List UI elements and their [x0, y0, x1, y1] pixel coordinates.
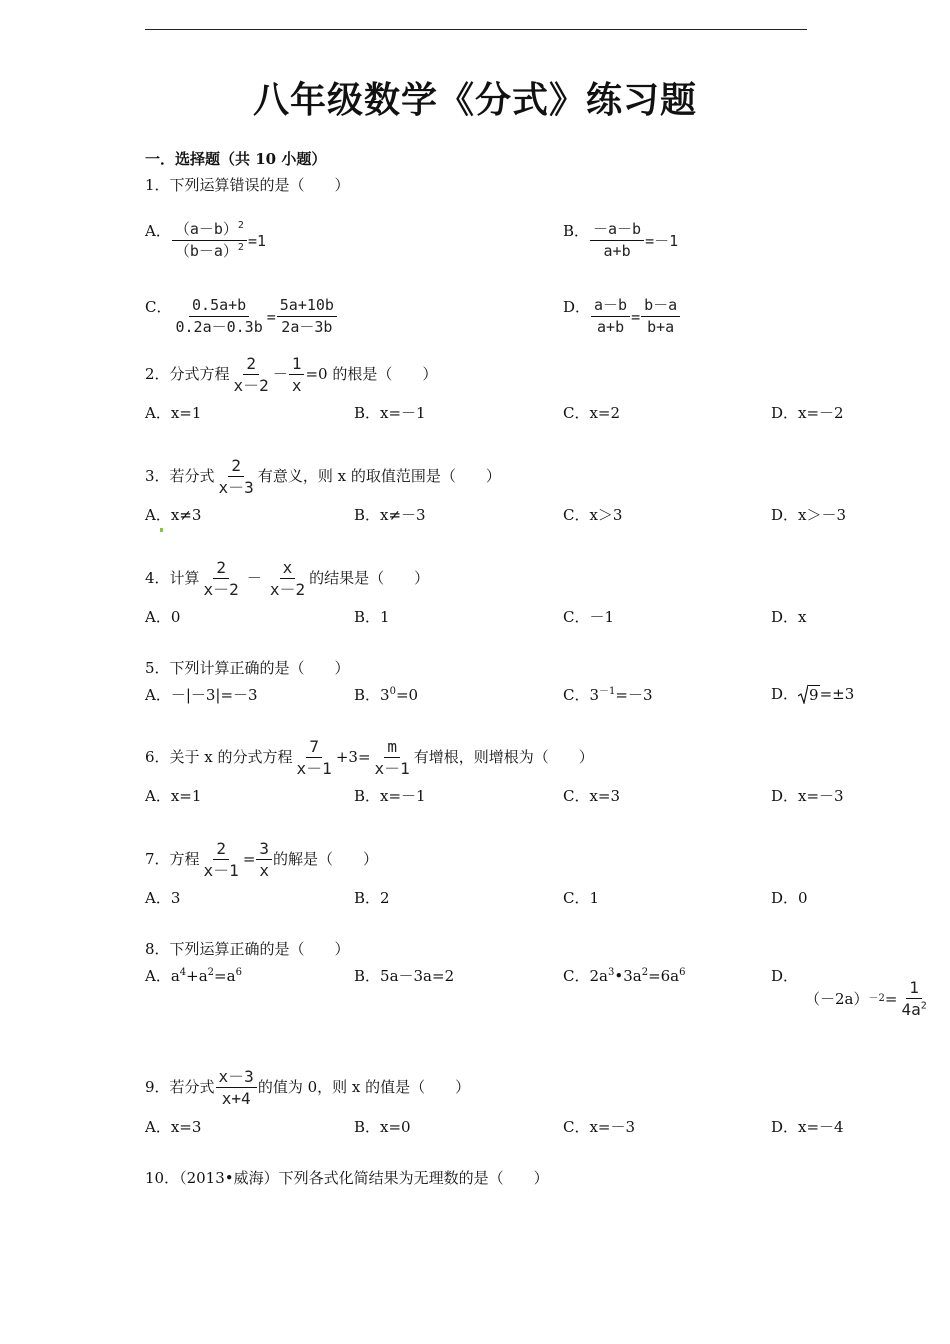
q2-f2-den: x [291, 375, 302, 395]
q7-f2-num: 3 [256, 839, 272, 860]
header-rule [145, 29, 807, 30]
q3-option-c: C．x＞3 [563, 506, 623, 524]
q5-d-radicand: 9 [809, 686, 819, 704]
q6-f2-num: m [384, 737, 400, 758]
q9-option-a: A．x=3 [145, 1118, 202, 1136]
q6-option-c: C．x=3 [563, 787, 621, 805]
q4-fraction-1 [201, 558, 242, 599]
q1-c-num-2: 5a+10b [277, 296, 337, 317]
q6-option-a: A．x=1 [145, 787, 202, 805]
q9-option-b: B．x=0 [354, 1118, 411, 1136]
q2-post: =0 的根是（ ） [305, 365, 438, 383]
q2-option-b: B．x=－1 [354, 404, 426, 422]
q4-stem [145, 557, 429, 599]
q2-fraction-2 [289, 354, 305, 395]
q1-d-eq: = [631, 307, 641, 326]
q3-pre: 3．若分式 [145, 467, 215, 485]
q4-fraction-2 [267, 558, 308, 599]
q8-option-b: B．5a－3a=2 [354, 967, 455, 985]
q8-d-base: （－2a） [805, 989, 869, 1008]
q1-c-label: C． [145, 297, 172, 316]
q5-d-label: D． [771, 685, 799, 703]
q6-fraction-1 [294, 737, 335, 778]
q7-f1-den: x－1 [203, 860, 239, 880]
q6-option-d: D．x=－3 [771, 787, 844, 805]
q1-b-rhs: =－1 [645, 231, 679, 250]
q2-f1-den: x－2 [233, 375, 269, 395]
q9-post: 的值为 0，则 x 的值是（ ） [257, 1078, 471, 1096]
q3-stem [145, 455, 501, 497]
q3-f-num: 2 [228, 456, 244, 477]
q5-option-a: A．－|－3|=－3 [145, 686, 258, 704]
q8-option-a: A．$a^4+a^2=a^6$ [145, 967, 242, 985]
q1-d-den-2: b+a [647, 318, 675, 336]
q6-f1-num: 7 [306, 737, 322, 758]
q7-f1-num: 2 [213, 839, 229, 860]
q5-d-post: =±3 [819, 685, 855, 703]
q5-option-c: C．$3^{-1}=-3$ [563, 686, 653, 704]
q2-pre: 2．分式方程 [145, 365, 230, 383]
sqrt-symbol [798, 684, 820, 704]
q1-a-fraction [172, 220, 247, 261]
q1-b-fraction [590, 220, 644, 261]
q1-a-label: A． [145, 221, 171, 240]
stray-mark [160, 528, 163, 532]
q8-d-eq: = [884, 989, 898, 1008]
q1-option-d [563, 276, 681, 337]
q8-option-d-label: D． [771, 967, 799, 985]
q7-option-a: A．3 [145, 889, 181, 907]
q9-f-den: x+4 [221, 1088, 251, 1108]
q1-option-a [145, 200, 266, 261]
q3-option-d: D．x＞－3 [771, 506, 847, 524]
q7-fraction-2 [256, 839, 272, 880]
q8-option-d: （－2a） －2 = $\frac{1}{4a^2}$ [805, 978, 931, 1019]
q4-option-d: D．x [771, 608, 807, 626]
q2-option-c: C．x=2 [563, 404, 621, 422]
q7-option-d: D．0 [771, 889, 808, 907]
q4-pre: 4．计算 [145, 569, 200, 587]
q1-a-rhs: =1 [247, 231, 266, 250]
q1-b-den: a+b [603, 242, 631, 260]
q7-fraction-1 [201, 839, 242, 880]
q3-option-b: B．x≠－3 [354, 506, 426, 524]
q3-option-a: A．x≠3 [145, 506, 202, 524]
q1-stem: 1．下列运算错误的是（ ） [145, 176, 350, 194]
q6-mid: +3= [335, 748, 371, 766]
q4-f2-den: x－2 [269, 579, 306, 599]
q1-d-fraction-2 [641, 296, 680, 337]
q6-post: 有增根，则增根为（ ） [413, 748, 594, 766]
q2-f1-num: 2 [243, 354, 259, 375]
q8-d-fraction [898, 978, 929, 1019]
q2-option-a: A．x=1 [145, 404, 202, 422]
q2-option-d: D．x=－2 [771, 404, 844, 422]
q2-minus: － [272, 365, 288, 383]
q1-d-num-1: a－b [591, 296, 630, 317]
q4-f2-num: x [280, 558, 296, 579]
q1-a-num: $(a-b)^2$ [172, 220, 247, 241]
q7-eq: = [242, 850, 256, 868]
q3-f-den: x－3 [218, 477, 254, 497]
q9-stem [145, 1066, 470, 1108]
q7-post: 的解是（ ） [273, 850, 379, 868]
q4-f1-den: x－2 [203, 579, 239, 599]
q2-f2-num: 1 [289, 354, 305, 375]
q1-d-den-1: a+b [597, 318, 625, 336]
q4-f1-num: 2 [213, 558, 229, 579]
q1-option-c [145, 276, 338, 337]
q5-option-b: B．$3^0=0$ [354, 686, 419, 704]
q1-option-b [563, 200, 678, 261]
q8-stem: 8．下列运算正确的是（ ） [145, 940, 350, 958]
q3-fraction [216, 456, 257, 497]
q2-stem [145, 353, 437, 395]
q7-stem [145, 838, 378, 880]
q7-pre: 7．方程 [145, 850, 200, 868]
q6-stem [145, 736, 594, 778]
q6-fraction-2 [372, 737, 413, 778]
q1-a-den: $(b-a)^2$ [174, 242, 244, 260]
q9-pre: 9．若分式 [145, 1078, 215, 1096]
q8-option-c: C．$2a^3•3a^2=6a^6$ [563, 967, 686, 985]
q10-stem: 10．（2013•威海）下列各式化简结果为无理数的是（ ） [145, 1169, 549, 1187]
q1-c-den-1: 0.2a－0.3b [175, 318, 263, 336]
page-title: 八年级数学《分式》练习题 [252, 80, 697, 121]
q4-option-c: C．－1 [563, 608, 615, 626]
q6-pre: 6．关于 x 的分式方程 [145, 748, 293, 766]
q1-d-label: D． [563, 297, 591, 316]
q9-f-num: x－3 [216, 1067, 257, 1088]
q4-minus: － [246, 569, 262, 587]
q1-c-num-1: 0.5a+b [189, 296, 249, 317]
q1-c-den-2: 2a－3b [281, 318, 333, 336]
q6-option-b: B．x=－1 [354, 787, 426, 805]
q4-option-a: A．0 [145, 608, 181, 626]
q1-c-eq: = [266, 307, 276, 326]
q7-option-b: B．2 [354, 889, 390, 907]
q2-fraction-1 [231, 354, 272, 395]
q6-f2-den: x－1 [374, 758, 410, 778]
q1-d-num-2: b－a [641, 296, 680, 317]
q9-option-d: D．x=－4 [771, 1118, 844, 1136]
q1-c-fraction-1 [172, 296, 265, 337]
q1-c-fraction-2 [277, 296, 337, 337]
q6-f1-den: x－1 [296, 758, 332, 778]
q5-stem: 5．下列计算正确的是（ ） [145, 659, 350, 677]
q1-d-fraction-1 [591, 296, 630, 337]
section-heading: 一．选择题（共 10 小题） [145, 150, 327, 168]
q8-d-den: $4a^2$ [901, 1000, 927, 1019]
q8-d-num: 1 [906, 978, 922, 999]
q1-b-label: B． [563, 221, 590, 240]
q5-option-d [771, 684, 854, 704]
q9-option-c: C．x=－3 [563, 1118, 636, 1136]
q1-b-num: －a－b [590, 220, 644, 241]
q7-option-c: C．1 [563, 889, 600, 907]
q4-option-b: B．1 [354, 608, 390, 626]
radical-sign-icon [798, 684, 808, 704]
q7-f2-den: x [259, 860, 270, 880]
q3-post: 有意义，则 x 的取值范围是（ ） [257, 467, 501, 485]
q4-post: 的结果是（ ） [309, 569, 430, 587]
q9-fraction [216, 1067, 257, 1108]
